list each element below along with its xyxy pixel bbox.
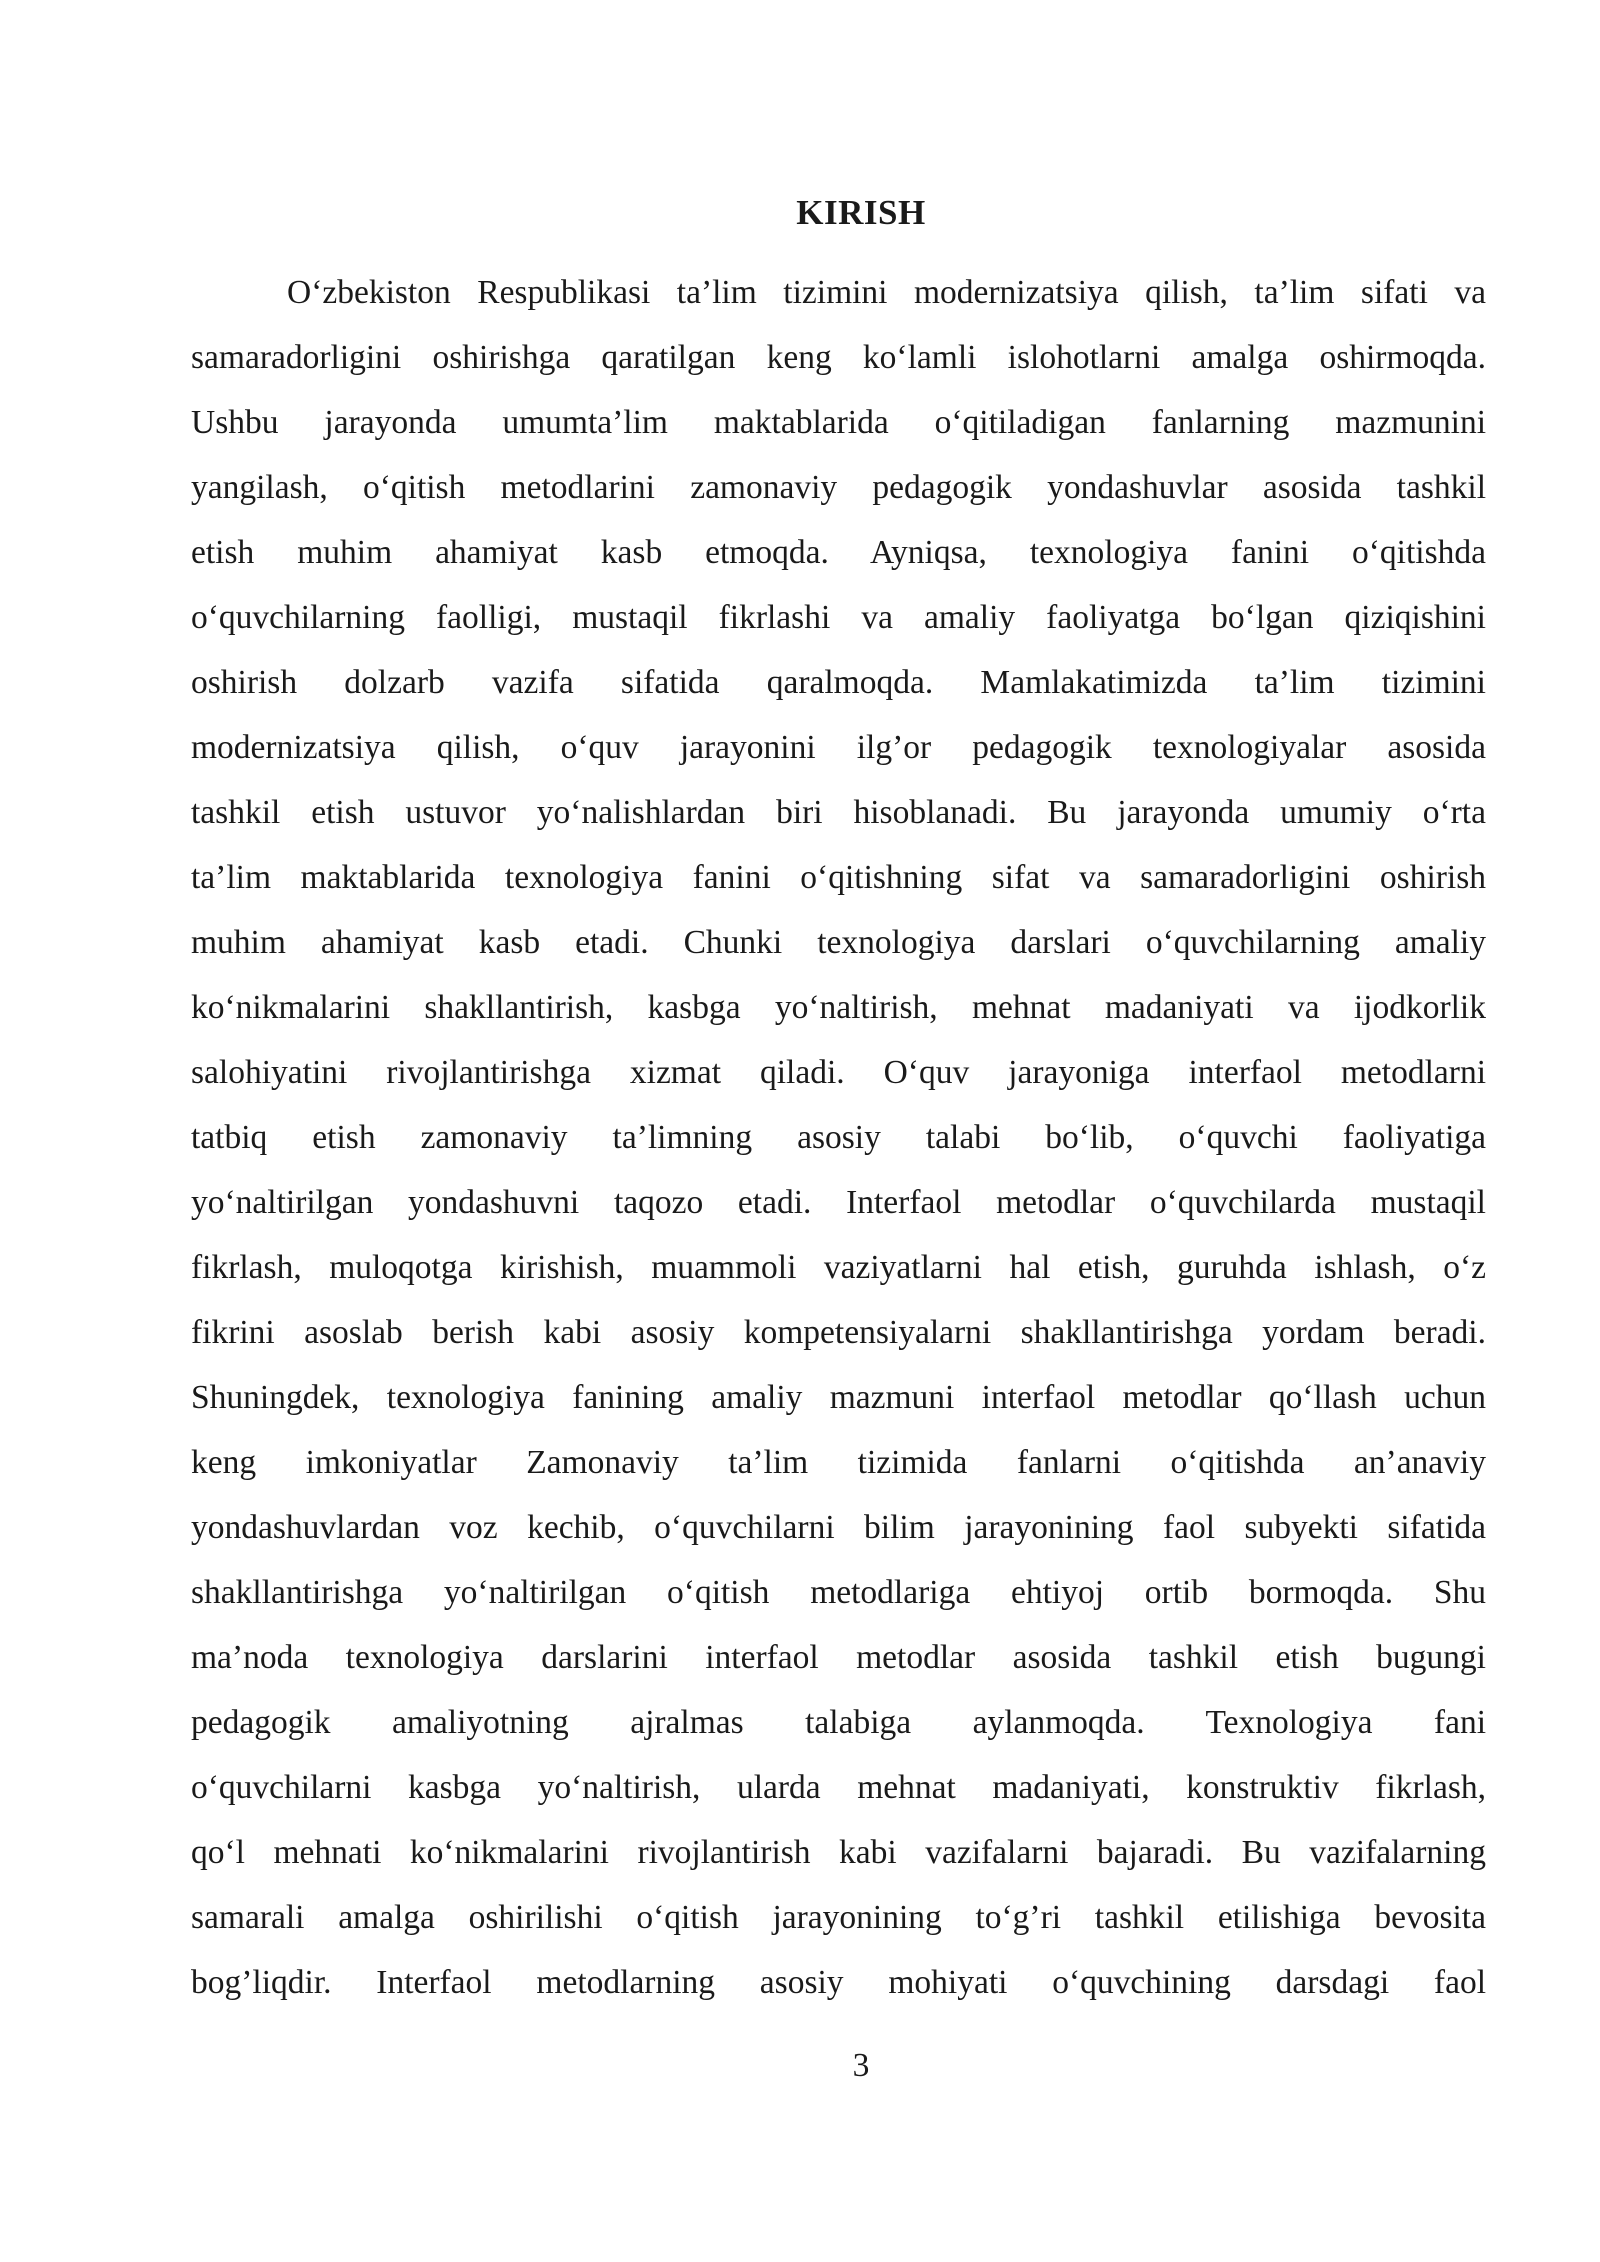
body-paragraph bbox=[191, 270, 1486, 2025]
text-line: shakllantirishga yo‘naltirilgan o‘qitish metodlariga ehtiyoj ortib bormoqda. Shu bbox=[191, 1574, 1486, 1611]
text-line: yangilash, o‘qitish metodlarini zamonaviy pedagogik yondashuvlar asosida tashkil bbox=[191, 469, 1486, 506]
text-line: Shuningdek, texnologiya fanining amaliy mazmuni interfaol metodlar qo‘llash uchun bbox=[191, 1379, 1486, 1416]
text-line: oshirish dolzarb vazifa sifatida qaralmoqda. Mamlakatimizda ta’lim tizimini bbox=[191, 664, 1486, 701]
text-line: o‘quvchilarning faolligi, mustaqil fikrlashi va amaliy faoliyatga bo‘lgan qiziqishini bbox=[191, 599, 1486, 636]
text-line: yondashuvlardan voz kechib, o‘quvchilarni bilim jarayonining faol subyekti sifatida bbox=[191, 1509, 1486, 1546]
text-line: pedagogik amaliyotning ajralmas talabiga aylanmoqda. Texnologiya fani bbox=[191, 1704, 1486, 1741]
text-line: muhim ahamiyat kasb etadi. Chunki texnologiya darslari o‘quvchilarning amaliy bbox=[191, 924, 1486, 961]
text-line: salohiyatini rivojlantirishga xizmat qiladi. O‘quv jarayoniga interfaol metodlarni bbox=[191, 1054, 1486, 1091]
text-line: tashkil etish ustuvor yo‘nalishlardan biri hisoblanadi. Bu jarayonda umumiy o‘rta bbox=[191, 794, 1486, 831]
text-line: modernizatsiya qilish, o‘quv jarayonini ilg’or pedagogik texnologiyalar asosida bbox=[191, 729, 1486, 766]
text-line: ta’lim maktablarida texnologiya fanini o‘qitishning sifat va samaradorligini oshirish bbox=[191, 859, 1486, 896]
text-line: bog’liqdir. Interfaol metodlarning asosiy mohiyati o‘quvchining darsdagi faol bbox=[191, 1964, 1486, 2001]
text-line: O‘zbekiston Respublikasi ta’lim tizimini modernizatsiya qilish, ta’lim sifati va bbox=[287, 274, 1486, 311]
section-heading: KIRISH bbox=[796, 193, 926, 232]
text-line: keng imkoniyatlar Zamonaviy ta’lim tizimida fanlarni o‘qitishda an’anaviy bbox=[191, 1444, 1486, 1481]
text-line: qo‘l mehnati ko‘nikmalarini rivojlantirish kabi vazifalarni bajaradi. Bu vazifalarning bbox=[191, 1834, 1486, 1871]
text-line: samarali amalga oshirilishi o‘qitish jarayonining to‘g’ri tashkil etilishiga bevosita bbox=[191, 1899, 1486, 1936]
text-line: yo‘naltirilgan yondashuvni taqozo etadi. Interfaol metodlar o‘quvchilarda mustaqil bbox=[191, 1184, 1486, 1221]
text-line: fikrlash, muloqotga kirishish, muammoli vaziyatlarni hal etish, guruhda ishlash, o‘z bbox=[191, 1249, 1486, 1286]
text-line: samaradorligini oshirishga qaratilgan keng ko‘lamli islohotlarni amalga oshirmoqda. bbox=[191, 339, 1486, 376]
text-line: Ushbu jarayonda umumta’lim maktablarida o‘qitiladigan fanlarning mazmunini bbox=[191, 404, 1486, 441]
text-line: tatbiq etish zamonaviy ta’limning asosiy talabi bo‘lib, o‘quvchi faoliyatiga bbox=[191, 1119, 1486, 1156]
text-line: o‘quvchilarni kasbga yo‘naltirish, ularda mehnat madaniyati, konstruktiv fikrlash, bbox=[191, 1769, 1486, 1806]
text-line: ko‘nikmalarini shakllantirish, kasbga yo‘naltirish, mehnat madaniyati va ijodkorlik bbox=[191, 989, 1486, 1026]
text-line: fikrini asoslab berish kabi asosiy kompetensiyalarni shakllantirishga yordam beradi. bbox=[191, 1314, 1486, 1351]
text-line: ma’noda texnologiya darslarini interfaol metodlar asosida tashkil etish bugungi bbox=[191, 1639, 1486, 1676]
text-line: etish muhim ahamiyat kasb etmoqda. Ayniqsa, texnologiya fanini o‘qitishda bbox=[191, 534, 1486, 571]
page-number: 3 bbox=[852, 2047, 870, 2084]
